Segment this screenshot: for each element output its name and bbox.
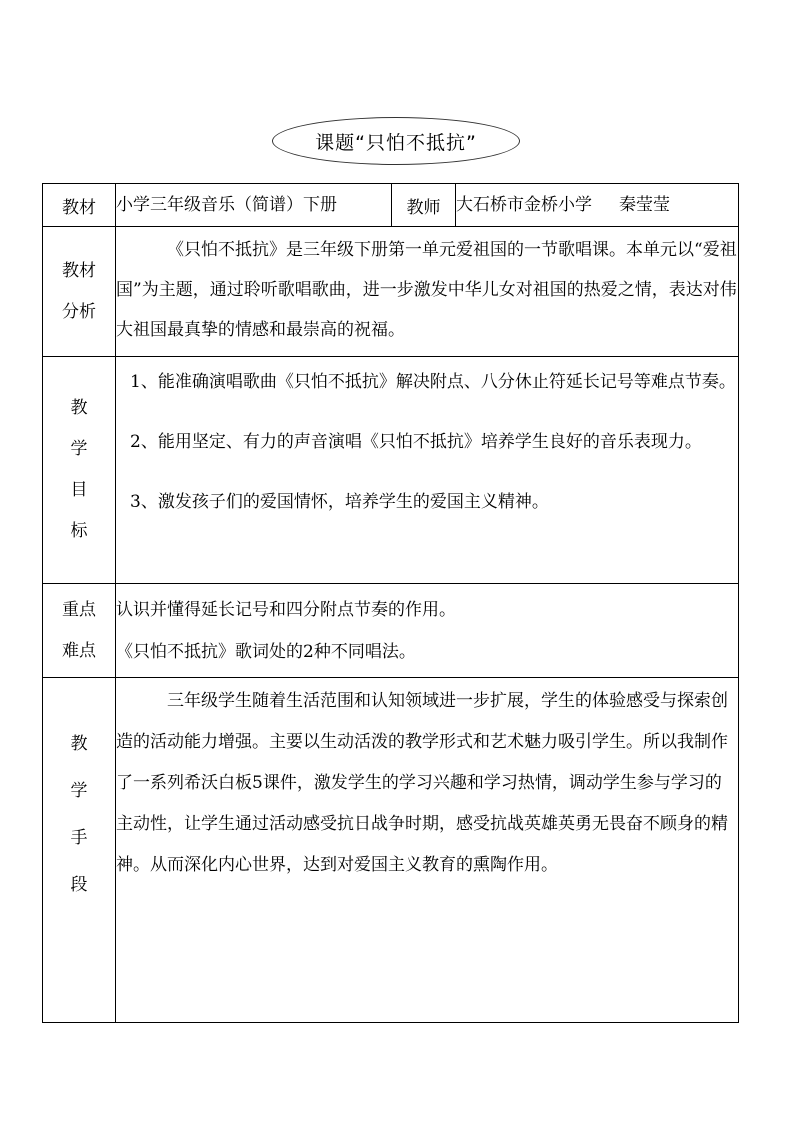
objectives-label-char: 标 (70, 521, 88, 541)
analysis-label-line1: 教材 (62, 260, 96, 281)
key-points-content (116, 584, 739, 678)
objectives-label (43, 357, 116, 584)
means-label (43, 678, 116, 1023)
material-label: 教材 (43, 184, 116, 227)
objectives-label-char: 学 (70, 439, 88, 459)
means-label-char: 段 (70, 875, 88, 895)
analysis-content (116, 227, 739, 357)
objective-item: 2、能用坚定、有力的声音演唱《只怕不抵抗》培养学生良好的音乐表现力。 (130, 432, 702, 452)
key-point-line: 《只怕不抵抗》歌词处的2种不同唱法。 (116, 641, 416, 662)
means-text: 三年级学生随着生活范围和认知领域进一步扩展，学生的体验感受与探索创造的活动能力增强。主要以生动活泼的教学形式和艺术魅力吸引学生。所以我制作了一系列希沃白板5课件，激发学生的学习兴趣和学习热情，调动学生参与学习的主动性，让学生通过活动感受抗日战争时期，感受抗战英雄英勇无畏奋不顾身的精神。从而深化内心世界，达到对爱国主义教育的熏陶作用。 (116, 691, 728, 875)
key-points-label-line1: 重点 (62, 599, 96, 620)
analysis-label (43, 227, 116, 357)
objectives-content (116, 357, 739, 584)
key-points-row (43, 584, 739, 678)
objectives-label-char: 教 (70, 398, 88, 418)
analysis-label-line2: 分析 (62, 301, 96, 322)
teacher-label: 教师 (392, 184, 456, 227)
key-points-label-line2: 难点 (62, 640, 96, 661)
objective-item: 3、激发孩子们的爱国情怀，培养学生的爱国主义精神。 (130, 492, 549, 512)
means-content (116, 678, 739, 1023)
means-row (43, 678, 739, 1023)
header-row (43, 184, 739, 227)
lesson-title: 课题“只怕不抵抗” (272, 117, 520, 165)
material-value: 小学三年级音乐（简谱）下册 (116, 184, 392, 227)
objectives-label-char: 目 (70, 480, 88, 500)
means-label-char: 教 (70, 734, 88, 754)
means-label-char: 手 (70, 828, 88, 848)
key-points-label (43, 584, 116, 678)
analysis-row (43, 227, 739, 357)
lesson-plan-table (42, 183, 739, 1023)
teacher-value: 大石桥市金桥小学 秦莹莹 (456, 184, 739, 227)
objective-item: 1、能准确演唱歌曲《只怕不抵抗》解决附点、八分休止符延长记号等难点节奏。 (130, 372, 736, 392)
objectives-row (43, 357, 739, 584)
analysis-text: 《只怕不抵抗》是三年级下册第一单元爱祖国的一节歌唱课。本单元以“爱祖国”为主题，通过聆听歌唱歌曲，进一步激发中华儿女对祖国的热爱之情，表达对伟大祖国最真挚的情感和最崇高的祝福。 (116, 240, 737, 340)
key-point-line: 认识并懂得延长记号和四分附点节奏的作用。 (116, 599, 456, 620)
means-label-char: 学 (70, 781, 88, 801)
